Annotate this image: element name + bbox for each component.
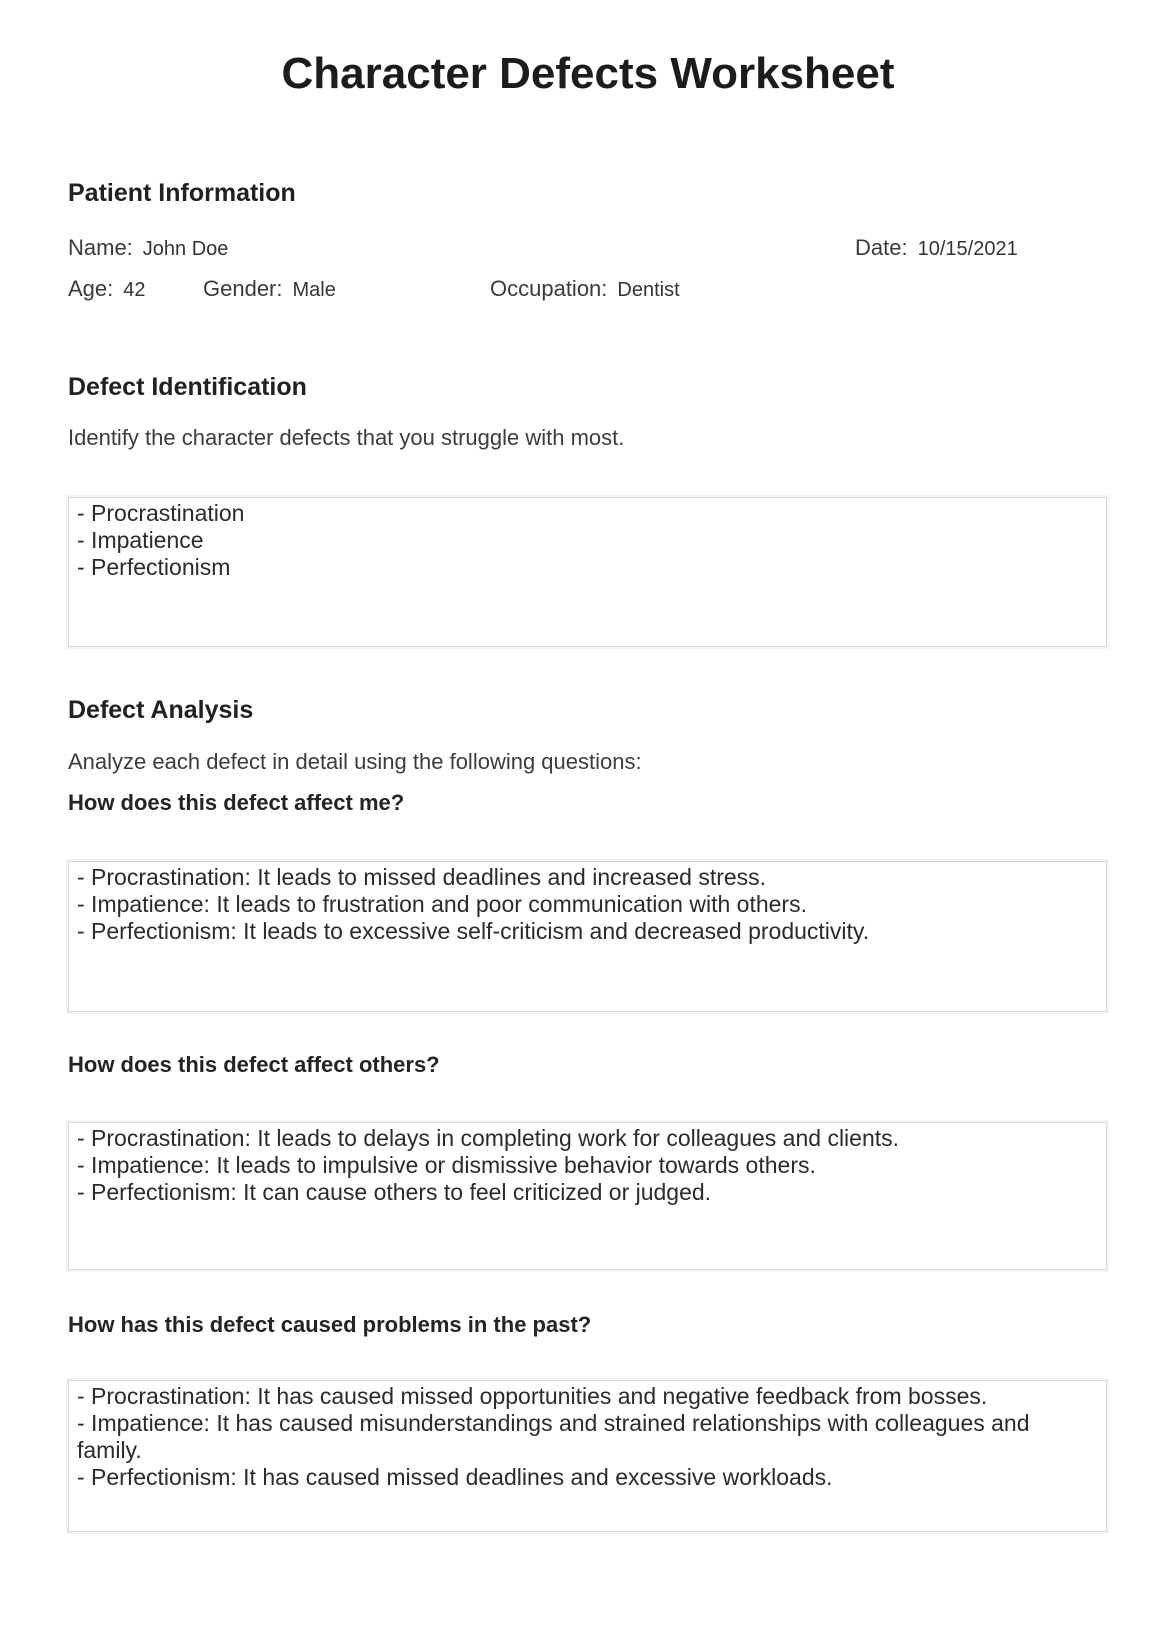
section-heading-defect-analysis: Defect Analysis: [68, 696, 254, 724]
answer-line: - Procrastination: It leads to missed deadlines and increased stress.: [77, 864, 767, 890]
occupation-label: Occupation:: [490, 276, 608, 301]
page-title: Character Defects Worksheet: [281, 49, 895, 98]
answer-field-affect-others[interactable]: [68, 1122, 1107, 1270]
answer-line: - Procrastination: It has caused missed opportunities and negative feedback from bosses.: [77, 1383, 988, 1409]
answer-line: - Procrastination: It leads to delays in completing work for colleagues and clients.: [77, 1125, 900, 1151]
section-heading-defect-identification: Defect Identification: [68, 373, 307, 401]
answer-line: - Impatience: It leads to impulsive or dismissive behavior towards others.: [77, 1152, 816, 1178]
defect-entry: - Impatience: [77, 527, 204, 553]
name-field: [68, 235, 228, 261]
patient-name-row: [68, 235, 1107, 265]
defect-entry: - Perfectionism: [77, 554, 231, 580]
name-label: Name:: [68, 235, 133, 260]
answer-line: - Perfectionism: It leads to excessive self-criticism and decreased productivity.: [77, 918, 870, 944]
age-field: [68, 276, 146, 302]
answer-line: - Perfectionism: It has caused missed deadlines and excessive workloads.: [77, 1464, 833, 1490]
name-value[interactable]: John Doe: [142, 238, 229, 260]
gender-field: [203, 276, 336, 302]
answer-line: - Perfectionism: It can cause others to feel criticized or judged.: [77, 1179, 712, 1205]
question-affect-me-heading: How does this defect affect me?: [68, 790, 405, 815]
answer-field-affect-me[interactable]: [68, 861, 1107, 1012]
age-label: Age:: [68, 276, 114, 301]
patient-details-row: [68, 276, 1107, 306]
date-field: [855, 235, 1018, 261]
question-affect-others-heading: How does this defect affect others?: [68, 1052, 440, 1077]
date-label: Date:: [855, 235, 908, 260]
age-value[interactable]: 42: [123, 279, 146, 301]
question-past-problems-heading: How has this defect caused problems in the past?: [68, 1312, 592, 1337]
gender-label: Gender:: [203, 276, 283, 301]
answer-line: - Impatience: It leads to frustration and poor communication with others.: [77, 891, 807, 917]
occupation-value[interactable]: Dentist: [617, 279, 680, 301]
answer-line: - Impatience: It has caused misunderstandings and strained relationships with colleagues and family.: [77, 1410, 1030, 1463]
defect-analysis-prompt: Analyze each defect in detail using the following questions:: [68, 749, 642, 774]
occupation-field: [490, 276, 680, 302]
answer-field-past-problems[interactable]: [68, 1380, 1107, 1532]
date-value[interactable]: 10/15/2021: [917, 238, 1018, 260]
defect-list-field[interactable]: [68, 497, 1107, 647]
defect-identification-prompt: Identify the character defects that you struggle with most.: [68, 425, 625, 450]
gender-value[interactable]: Male: [292, 279, 336, 301]
defect-entry: - Procrastination: [77, 500, 245, 526]
section-heading-patient-information: Patient Information: [68, 179, 296, 207]
